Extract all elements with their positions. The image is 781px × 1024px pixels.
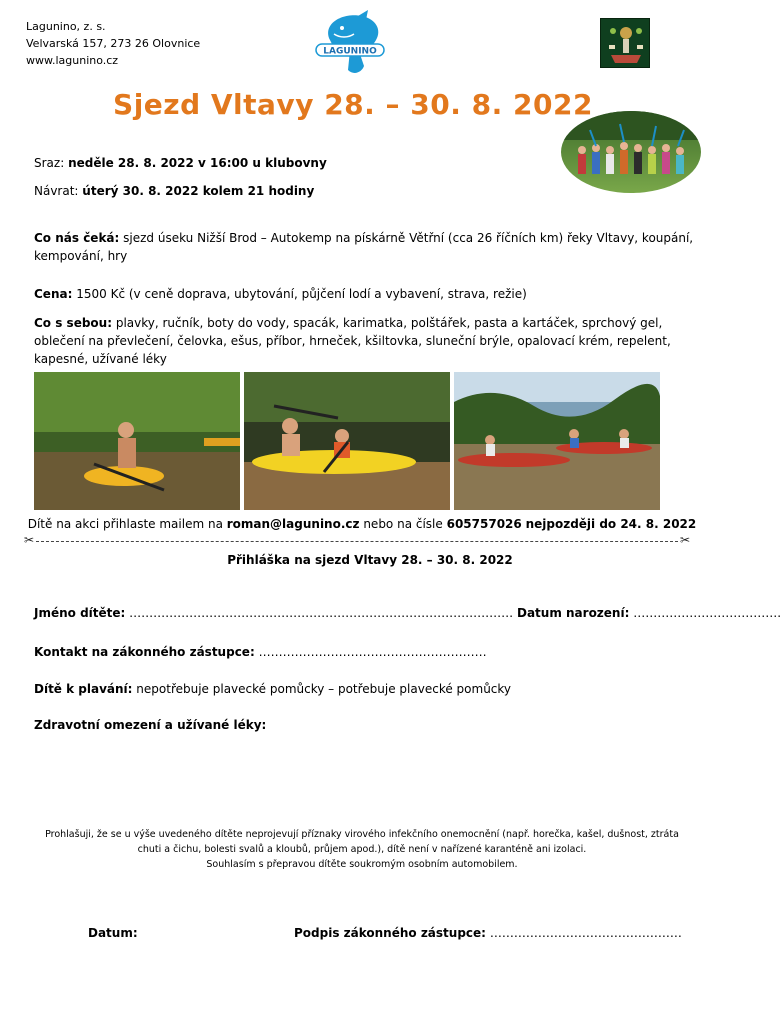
swimming-label: Dítě k plavání: xyxy=(34,682,133,696)
contact-email[interactable]: roman@lagunino.cz xyxy=(226,517,360,531)
packing-text: plavky, ručník, boty do vody, spacák, karimatka, polštářek, pasta a kartáček, sprchový gel, oblečení na převlečení, čelovka, ešus, příbor, hrneček, kšiltovka, sluneční brýle, opalovací krém, repelent, kapesné, užívané léky xyxy=(34,316,671,366)
notice-text-2: nebo na čísle xyxy=(363,517,443,531)
birth-date-blank[interactable]: ………………………………. xyxy=(633,606,781,620)
price-label: Cena: xyxy=(34,287,73,301)
health-label: Zdravotní omezení a užívané léky: xyxy=(34,718,267,732)
signature-blank[interactable]: ………………………………………… xyxy=(489,926,682,940)
club-emblem xyxy=(600,18,650,68)
canoe-photo-2 xyxy=(244,372,450,510)
notice-text-1: Dítě na akci přihlaste mailem na xyxy=(27,517,223,531)
guardian-contact-label: Kontakt na zákonného zástupce: xyxy=(34,645,255,659)
org-address: Velvarská 157, 273 26 Olovnice xyxy=(26,37,201,50)
guardian-contact-blank[interactable]: ………………………………………………… xyxy=(258,645,487,659)
page-title: Sjezd Vltavy 28. – 30. 8. 2022 xyxy=(113,88,593,121)
declaration-text xyxy=(20,827,704,872)
return-value: úterý 30. 8. 2022 kolem 21 hodiny xyxy=(82,184,315,198)
canoe-photo-3 xyxy=(454,372,660,510)
contact-phone: 605757026 xyxy=(446,517,522,531)
swimming-field xyxy=(34,682,511,696)
org-website[interactable]: www.lagunino.cz xyxy=(26,54,119,67)
declaration-line-2: chuti a čichu, bolesti svalů a kloubů, průjem apod.), dítě není v nařízené karanténě ani izolaci. xyxy=(137,844,587,855)
org-name: Lagunino, z. s. xyxy=(26,20,106,33)
registration-notice xyxy=(0,517,724,531)
guardian-contact-field xyxy=(34,645,487,659)
declaration-line-3: Souhlasím s přepravou dítěte soukromým osobním automobilem. xyxy=(206,859,518,870)
date-label: Datum: xyxy=(88,926,138,940)
return-label: Návrat: xyxy=(34,184,79,198)
organization-info xyxy=(26,18,200,69)
cut-line xyxy=(24,533,690,548)
scissors-icon: ✂ xyxy=(24,533,35,547)
date-field xyxy=(88,926,138,940)
child-name-field xyxy=(34,606,781,620)
lagunino-logo xyxy=(312,10,388,78)
swimming-options[interactable]: nepotřebuje plavecké pomůcky – potřebuje plavecké pomůcky xyxy=(136,682,512,696)
cut-dashes xyxy=(36,541,678,542)
program-paragraph xyxy=(34,229,698,265)
health-field xyxy=(34,718,266,732)
meeting-label: Sraz: xyxy=(34,156,65,170)
program-label: Co nás čeká: xyxy=(34,231,120,245)
birth-date-label: Datum narození: xyxy=(516,606,630,620)
canoe-photo-1 xyxy=(34,372,240,510)
form-title: Přihláška na sjezd Vltavy 28. – 30. 8. 2022 xyxy=(227,553,513,567)
logo-text: LAGUNINO xyxy=(323,46,377,57)
packing-label: Co s sebou: xyxy=(34,316,113,330)
price-text: 1500 Kč (v ceně doprava, ubytování, půjčení lodí a vybavení, strava, režie) xyxy=(76,287,527,301)
registration-deadline: nejpozději do 24. 8. 2022 xyxy=(525,517,697,531)
program-text: sjezd úseku Nižší Brod – Autokemp na pískárně Větřní (cca 26 říčních km) řeky Vltavy, koupání, kempování, hry xyxy=(34,231,694,263)
signature-field xyxy=(294,926,682,940)
price-paragraph xyxy=(34,285,698,303)
meeting-line xyxy=(34,154,327,172)
group-photo xyxy=(560,110,702,194)
return-line xyxy=(34,182,314,200)
meeting-value: neděle 28. 8. 2022 v 16:00 u klubovny xyxy=(68,156,327,170)
child-name-label: Jméno dítěte: xyxy=(34,606,126,620)
declaration-line-1: Prohlašuji, že se u výše uvedeného dítěte neprojevují příznaky virového infekčního onemocnění (např. horečka, kašel, dušnost, ztráta xyxy=(45,829,679,840)
signature-label: Podpis zákonného zástupce: xyxy=(294,926,486,940)
scissors-icon: ✂ xyxy=(679,533,690,547)
packing-paragraph xyxy=(34,314,698,368)
child-name-blank[interactable]: …………………………………………………………………………………… xyxy=(129,606,514,620)
